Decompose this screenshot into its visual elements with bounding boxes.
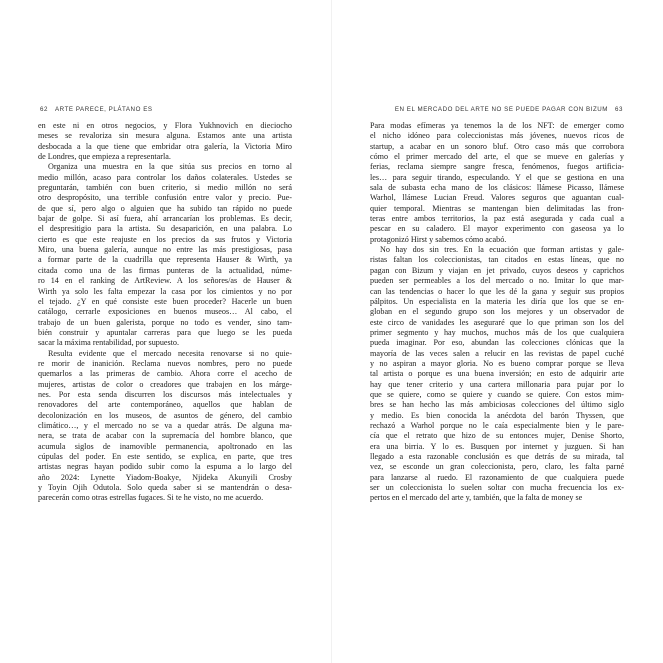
text-line: protagonizó Hirst y sabemos cómo acabó. bbox=[370, 234, 507, 244]
text-line: acumula siglos de inamovible permanencia, apoltronado en las bbox=[38, 441, 292, 451]
text-line: cúpulas del poder. En este sentido, se explica, en parte, que tres bbox=[38, 452, 292, 461]
text-line: desbocada a la que tiene que embridar otra galería, la Victoria Miro bbox=[38, 141, 292, 151]
text-line: Warhol, llámese Lucian Freud. Valores seguros que aguantan cual- bbox=[370, 193, 624, 203]
right-page-number: 63 bbox=[615, 106, 623, 113]
text-line: bajar de golpe. Si así fuera, ahí arrancarían los problemas. Es decir, bbox=[38, 214, 292, 224]
text-line: les… para seguir tirando, especulando. Y el que se gestiona en una bbox=[370, 172, 624, 182]
text-line: sala de subasta echa mano de los clásicos: llámese Picasso, llámese bbox=[370, 183, 624, 193]
text-line: este circo de vanidades les aseguraré que lo que priman son los del bbox=[370, 317, 624, 327]
text-line: hay que tener criterio y una cartera millonaria para pujar por lo bbox=[370, 379, 624, 389]
text-line: cía que el retrato que hizo de su entonces mujer, Denise Shorto, bbox=[370, 431, 624, 441]
text-line: pueda imaginar. Por eso, abundan las colecciones clónicas que la bbox=[370, 338, 624, 348]
text-line: Resulta evidente que el mercado necesita renovarse si no quie- bbox=[48, 348, 292, 358]
text-line: ro 14 en el ranking de ArtReview. A los señores/as de Hauser & bbox=[38, 276, 292, 286]
text-line: mujeres, artistas de color o creadores que trabajen en los márge- bbox=[38, 379, 292, 389]
text-line: año 2024: Lynette Yiadom-Boakye, Njideka Akunyili Crosby bbox=[38, 472, 292, 482]
text-line: ristas faltan los coleccionistas, tan citados en estas líneas, que no bbox=[370, 255, 624, 265]
text-line: Wirth ya solo les falta empezar la casa por los cimientos y no por bbox=[38, 286, 292, 296]
text-line: nera, se trata de acabar con la supremacía del hombre blanco, que bbox=[38, 431, 292, 441]
text-line: globan en el segundo grupo son los mejores y un observador de bbox=[370, 307, 624, 317]
text-line: cómo el primer mercado del arte, el que se mueve en galerías y bbox=[370, 152, 624, 162]
text-line: que se quiere, como se quiere y cuando se quiere. Con estos mim- bbox=[370, 389, 624, 399]
text-line: otro despropósito, una terrible confusión entre valor y precio. Pue- bbox=[38, 193, 292, 203]
text-line: Organiza una muestra en la que sitúa sus precios en torno al bbox=[48, 162, 292, 172]
text-line: medio millón, acaso para controlar los daños colaterales. Ustedes se bbox=[38, 172, 292, 182]
text-line: y no aspiran a mayor gloria. No es bueno comprar porque se lleva bbox=[370, 358, 624, 368]
text-line: el nicho idóneo para coleccionistas más jóvenes, nuevos ricos de bbox=[370, 131, 624, 141]
text-line: sacar la máxima rentabilidad, por supuesto. bbox=[38, 338, 180, 348]
text-line: ferias, reclama siempre sangre fresca, fenómenos, fuegos artificia- bbox=[370, 162, 624, 172]
text-line: decolonización en los museos, de asuntos de género, del cambio bbox=[38, 410, 292, 420]
text-line: renovadores del arte contemporáneo, aquellos que hablan de bbox=[38, 400, 292, 410]
text-line: a formar parte de la cuadrilla que representa Hauser & Wirth, ya bbox=[38, 255, 292, 265]
text-line: can las tendencias o hacer lo que les dé la gana y seguir sus propios bbox=[370, 286, 624, 296]
text-line: pueden ser permeables a los del mercado o no. Imitar lo que mar- bbox=[370, 276, 624, 286]
text-line: citada como una de las firmas punteras de la actualidad, núme- bbox=[38, 265, 292, 275]
left-body-text bbox=[38, 121, 292, 504]
text-line: pertos en el mercado del arte y, también, que la falta de money se bbox=[370, 493, 583, 503]
text-line: el despresitigio para la artista. Su desaparición, en una palabra. Lo bbox=[38, 224, 292, 234]
text-line: catálogo, cerrarle exposiciones en buenos museos… Al cabo, el bbox=[38, 307, 292, 317]
text-line: cierto es que este reajuste en los precios da sus frutos y Victoria bbox=[38, 234, 292, 244]
text-line: y medio. Es bien conocida la anécdota del barón Thyssen, que bbox=[370, 410, 624, 420]
text-line: parecerán como otras estrellas fugaces. Si te he visto, no me acuerdo. bbox=[38, 493, 264, 503]
text-line: tal artista o porque es una buena inversión; en esto de adquirir arte bbox=[370, 369, 624, 379]
text-line: bién construir y apuntalar carreras para que luego se les pueda bbox=[38, 327, 292, 337]
right-running-head bbox=[395, 105, 623, 115]
text-line: rechazó a Warhol porque no le caía especialmente bien y le pare- bbox=[370, 420, 624, 430]
text-line: teras entre ambos territorios, la paz está asegurada y cada cual a bbox=[370, 214, 624, 224]
text-line: el tejado. ¿Y en qué consiste este buen proceder? Hacerle un buen bbox=[38, 296, 292, 306]
text-line: bres se han hecho las más ambiciosas colecciones del último siglo bbox=[370, 400, 624, 410]
text-line: trabajo de un buen galerista, porque no todo es vender, sino tam- bbox=[38, 317, 292, 327]
text-line: ser un coleccionista lo suelen soltar con mucha frecuencia los ex- bbox=[370, 483, 624, 493]
text-line: pálpitos. Un especialista en la materia les diría que los que se en- bbox=[370, 296, 624, 306]
text-line: para lanzarse al ruedo. El razonamiento de que cualquiera puede bbox=[370, 472, 624, 482]
text-line: vez, se esconde un gran coleccionista, pero, claro, les falta parné bbox=[370, 462, 624, 472]
text-line: primer segmento y hay muchos, muchos más de los que cualquiera bbox=[370, 327, 624, 337]
right-running-title: EN EL MERCADO DEL ARTE NO SE PUEDE PAGAR CON BIZUM bbox=[394, 106, 609, 113]
text-line: pagan con Bizum y viajan en jet privado, cuyos deseos y caprichos bbox=[370, 265, 624, 275]
text-line: meses se revaloriza sin mesura alguna. Estamos ante una artista bbox=[38, 131, 292, 141]
text-line: re morir de inanición. Reclama nuevos nombres, pero no puede bbox=[38, 358, 292, 368]
right-body-text bbox=[370, 121, 624, 504]
left-running-head bbox=[40, 105, 153, 115]
text-line: startup, a acabar en un sonoro bluf. Otro caso más que corrobora bbox=[370, 141, 624, 151]
text-line: quier temporal. Mientras se mantengan bien delimitadas las fron- bbox=[370, 203, 624, 213]
text-line: era una birria. Y lo es. Busquen por internet y juzguen. Si han bbox=[370, 441, 624, 451]
left-page bbox=[0, 0, 331, 663]
text-line: quemarlos a las primeras de cambio. Ahora corre el acecho de bbox=[38, 369, 292, 379]
text-line: en este ni en otros negocios, y Flora Yukhnovich en dieciocho bbox=[38, 121, 292, 130]
left-running-title: ARTE PARECE, PLÁTANO ES bbox=[54, 106, 153, 113]
text-line: No hay dos sin tres. En la ecuación que forman artistas y gale- bbox=[380, 245, 624, 255]
text-line: Miro, una buena galería, aunque no entre las más prestigiosas, pasa bbox=[38, 245, 292, 255]
text-line: de Londres, que empieza a representarla. bbox=[38, 152, 171, 162]
text-line: Para modas efímeras ya tenemos la de los NFT: de emerger como bbox=[370, 121, 624, 130]
text-line: y Toyin Ojih Odutola. Solo queda saber si se mantendrán o desa- bbox=[38, 483, 292, 493]
text-line: nes. Por esta senda discurren los discursos más intelectuales y bbox=[38, 389, 292, 399]
text-line: preguntarán, también con buen criterio, si medio millón no será bbox=[38, 183, 292, 193]
text-line: de que sí, pero algo o alguien que ha subido tan rápido no puede bbox=[38, 203, 292, 213]
right-page bbox=[332, 0, 663, 663]
left-page-number: 62 bbox=[40, 106, 48, 113]
text-line: artistas negras hayan podido subir como la espuma a lo largo del bbox=[38, 462, 292, 472]
text-line: llegado a esta razonable conclusión es que detrás de su mirada, tal bbox=[370, 452, 624, 461]
text-line: climático…, y el mercado no se va a quedar atrás. De alguna ma- bbox=[38, 420, 292, 430]
text-line: mayoría de las veces salen a relucir en las revistas de papel cuché bbox=[370, 348, 624, 358]
text-line: pescar en su caladero. El mayor experimento con gaseosa ya lo bbox=[370, 224, 624, 234]
